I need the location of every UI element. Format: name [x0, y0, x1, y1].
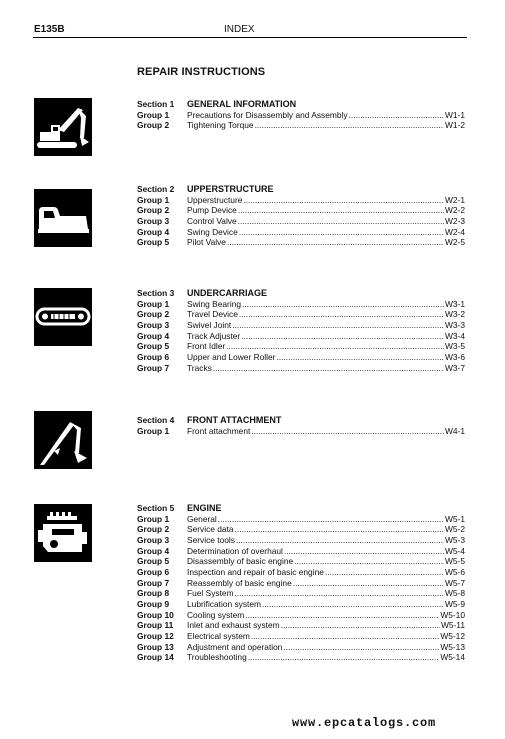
upperstructure-icon — [34, 189, 92, 247]
section-label: Section 2 — [137, 184, 175, 194]
section-title: ENGINE — [187, 503, 222, 513]
toc-entry[interactable]: Group 4 Determination of overhaul ..... W5-4 — [137, 546, 465, 557]
section-label: Section 1 — [137, 99, 175, 109]
toc-entry[interactable]: Group 12 Electrical system ..... W5-12 — [137, 631, 465, 642]
toc-entry[interactable]: Group 1 Precautions for Disassembly and Assembly ..... W1-1 — [137, 110, 465, 121]
section-title: GENERAL INFORMATION — [187, 99, 297, 109]
toc-entry[interactable]: Group 4 Track Adjuster ..... W3-4 — [137, 331, 465, 342]
section-label: Section 3 — [137, 288, 175, 298]
section-2 — [137, 184, 465, 248]
toc-entry[interactable]: Group 14 Troubleshooting ..... W5-14 — [137, 652, 465, 663]
section-5 — [137, 503, 465, 663]
section-label: Section 4 — [137, 415, 175, 425]
toc-entry[interactable]: Group 2 Pump Device ..... W2-2 — [137, 205, 465, 216]
header-divider — [33, 37, 467, 38]
toc-entry[interactable]: Group 5 Front Idler ..... W3-5 — [137, 341, 465, 352]
toc-entry[interactable]: Group 8 Fuel System ..... W5-8 — [137, 588, 465, 599]
page-title: REPAIR INSTRUCTIONS — [137, 66, 266, 78]
toc-entry[interactable]: Group 1 Upperstructure ..... W2-1 — [137, 195, 465, 206]
section-label: Section 5 — [137, 503, 175, 513]
toc-entry[interactable]: Group 2 Tightening Torque ..... W1-2 — [137, 120, 465, 131]
toc-entry[interactable]: Group 2 Service data ..... W5-2 — [137, 524, 465, 535]
toc-entry[interactable]: Group 1 General ..... W5-1 — [137, 514, 465, 525]
toc-entry[interactable]: Group 1 Front attachment ..... W4-1 — [137, 426, 465, 437]
section-3 — [137, 288, 465, 373]
toc-entry[interactable]: Group 2 Travel Device ..... W3-2 — [137, 309, 465, 320]
page-header — [0, 0, 505, 40]
toc-entry[interactable]: Group 3 Control Valve ..... W2-3 — [137, 216, 465, 227]
toc-entry[interactable]: Group 3 Service tools ..... W5-3 — [137, 535, 465, 546]
section-title: UPPERSTRUCTURE — [187, 184, 274, 194]
engine-icon — [34, 504, 92, 562]
toc-entry[interactable]: Group 6 Upper and Lower Roller ..... W3-6 — [137, 352, 465, 363]
section-title: UNDERCARRIAGE — [187, 288, 268, 298]
section-4 — [137, 415, 465, 436]
boom-arm-icon — [34, 411, 92, 469]
toc-entry[interactable]: Group 4 Swing Device ..... W2-4 — [137, 227, 465, 238]
header-title: INDEX — [224, 24, 255, 35]
toc-entry[interactable]: Group 5 Pilot Valve ..... W2-5 — [137, 237, 465, 248]
watermark: www.epcatalogs.com — [292, 716, 437, 730]
toc-entry[interactable]: Group 7 Reassembly of basic engine ..... W5-7 — [137, 578, 465, 589]
toc-entry[interactable]: Group 1 Swing Bearing ..... W3-1 — [137, 299, 465, 310]
section-title: FRONT ATTACHMENT — [187, 415, 282, 425]
toc-entry[interactable]: Group 10 Cooling system ..... W5-10 — [137, 610, 465, 621]
toc-entry[interactable]: Group 13 Adjustment and operation ..... W5-13 — [137, 642, 465, 653]
toc-entry[interactable]: Group 5 Disassembly of basic engine ..... W5-5 — [137, 556, 465, 567]
model-code: E135B — [34, 24, 65, 35]
section-1 — [137, 99, 465, 131]
toc-entry[interactable]: Group 9 Lubrification system ..... W5-9 — [137, 599, 465, 610]
track-icon — [34, 288, 92, 346]
toc-entry[interactable]: Group 6 Inspection and repair of basic engine ..... W5-6 — [137, 567, 465, 578]
excavator-icon — [34, 98, 92, 156]
toc-entry[interactable]: Group 11 Inlet and exhaust system ..... W5-11 — [137, 620, 465, 631]
toc-entry[interactable]: Group 7 Tracks ..... W3-7 — [137, 363, 465, 374]
toc-entry[interactable]: Group 3 Swivel Joint ..... W3-3 — [137, 320, 465, 331]
